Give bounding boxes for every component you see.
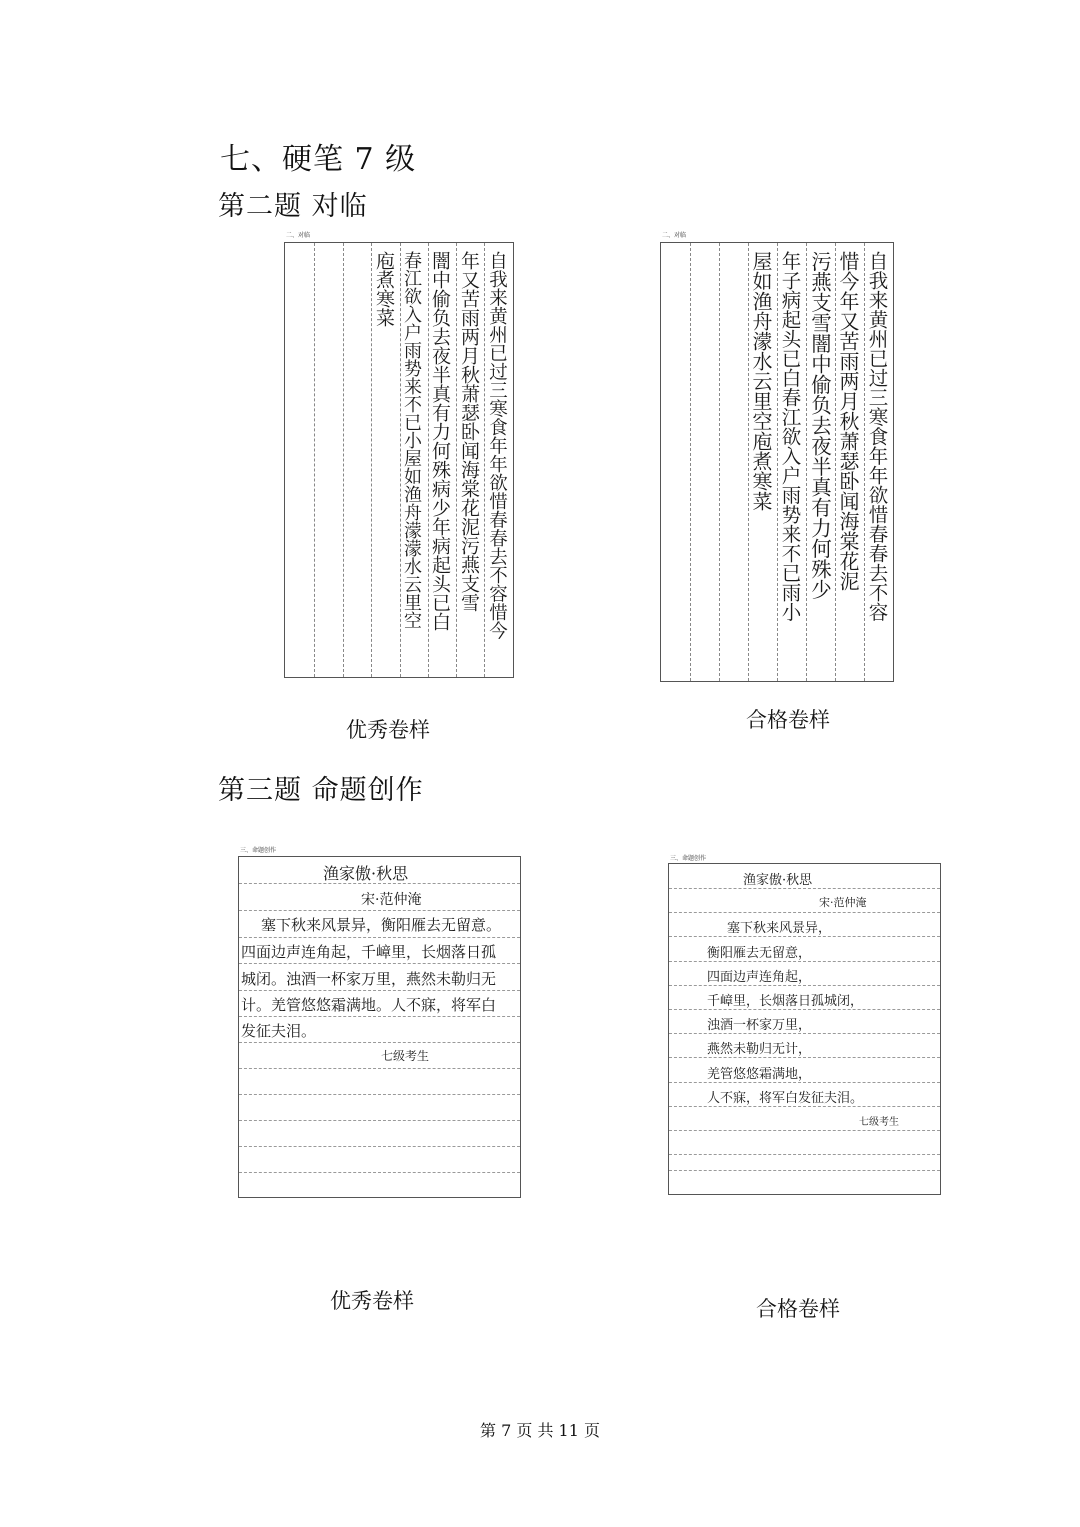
column-line [314,243,315,677]
signature: 七级考生 [381,1049,430,1063]
row-line [669,1033,940,1034]
column-line [864,243,865,681]
poem-line: 衡阳雁去无留意， [707,946,812,961]
copy-column: 庖煮寒菜 [373,251,395,327]
row-line [669,1082,940,1083]
copy-column: 年又苦雨两月秋萧瑟卧闻海棠花泥污燕支雪 [458,251,480,612]
caption-q2-excellent: 优秀卷样 [346,718,430,742]
caption-q3-excellent: 优秀卷样 [330,1289,414,1313]
row-line [239,1068,520,1069]
copy-column: 自我来黄州已过三寒食年年欲惜春春去不容 [865,251,889,622]
caption-q2-pass: 合格卷样 [746,708,830,732]
column-line [690,243,691,681]
sheet-label: 二、对临 [662,232,687,239]
row-line [669,888,940,889]
row-line [669,1009,940,1010]
copy-column: 惜今年又苦雨两月秋萧瑟卧闻海棠花泥 [836,251,860,591]
poem-title: 渔家傲·秋思 [743,873,813,888]
page-footer: 第 7 页 共 11 页 [480,1421,600,1440]
section-title: 七、硬笔 7 级 [220,142,417,177]
row-line [669,1170,940,1171]
sheet-frame [238,856,521,1198]
signature: 七级考生 [859,1117,899,1128]
row-line [239,1172,520,1173]
poem-line: 塞下秋来风景异， [727,921,832,936]
row-line [669,985,940,986]
row-line [239,963,520,964]
poem-line: 羌管悠悠霜满地， [707,1067,812,1082]
row-line [239,990,520,991]
question-3-title: 第三题 命题创作 [218,775,424,806]
q3-pass-sheet [668,851,942,1197]
copy-column: 屋如渔舟濛水云里空庖煮寒菜 [749,251,773,511]
row-line [669,1154,940,1155]
row-line [669,936,940,937]
sheet-frame [660,242,894,682]
row-line [669,961,940,962]
copy-column: 自我来黄州已过三寒食年年欲惜春春去不容惜今 [486,251,508,640]
column-line [371,243,372,677]
copy-column: 年子病起头已白春江欲入户雨势来不已雨小 [778,251,802,622]
poem-line: 四面边声连角起，千嶂里，长烟落日孤 [241,943,497,961]
poem-line: 燕然未勒归无计， [707,1042,812,1057]
sheet-label: 二、对临 [286,232,311,239]
poem-line: 人不寐，将军白发征夫泪。 [707,1091,864,1106]
copy-column: 春江欲入户雨势来不已小屋如渔舟濛濛水云里空 [401,251,422,629]
poem-author: 宋·范仲淹 [361,892,422,908]
q3-excellent-sheet [238,843,522,1199]
column-line [484,243,485,677]
caption-q3-pass: 合格卷样 [756,1297,840,1321]
copy-column: 污燕支雪闇中偷负去夜半真有力何殊少 [807,251,832,600]
sheet-label: 三、命题创作 [240,847,277,854]
row-line [239,1146,520,1147]
row-line [239,1094,520,1095]
poem-line: 计。羌管悠悠霜满地。人不寐，将军白 [241,996,497,1014]
q2-excellent-sheet [284,228,514,678]
row-line [669,1057,940,1058]
row-line [239,1120,520,1121]
row-line [669,1130,940,1131]
column-line [456,243,457,677]
question-2-title: 第二题 对临 [218,191,368,222]
row-line [239,910,520,911]
column-line [806,243,807,681]
column-line [719,243,720,681]
poem-line: 四面边声连角起， [707,970,812,985]
poem-title: 渔家傲·秋思 [323,864,409,883]
row-line [669,912,940,913]
column-line [343,243,344,677]
poem-author: 宋·范仲淹 [819,896,867,909]
q2-pass-sheet [660,228,894,682]
poem-line: 千嶂里，长烟落日孤城闭， [707,994,864,1009]
column-line [777,243,778,681]
copy-column: 闇中偷负去夜半真有力何殊病少年病起头已白 [429,251,451,631]
poem-line: 发征夫泪。 [241,1022,317,1040]
poem-line: 塞下秋来风景异，衡阳雁去无留意。 [261,916,502,934]
row-line [239,937,520,938]
row-line [239,1042,520,1043]
poem-line: 城闭。浊酒一杯家万里，燕然未勒归无 [241,970,497,988]
sheet-frame [668,863,941,1195]
sheet-frame [284,242,514,678]
poem-line: 浊酒一杯家万里， [707,1018,812,1033]
row-line [239,1016,520,1017]
row-line [669,1106,940,1107]
sheet-label: 三、命题创作 [670,855,707,862]
